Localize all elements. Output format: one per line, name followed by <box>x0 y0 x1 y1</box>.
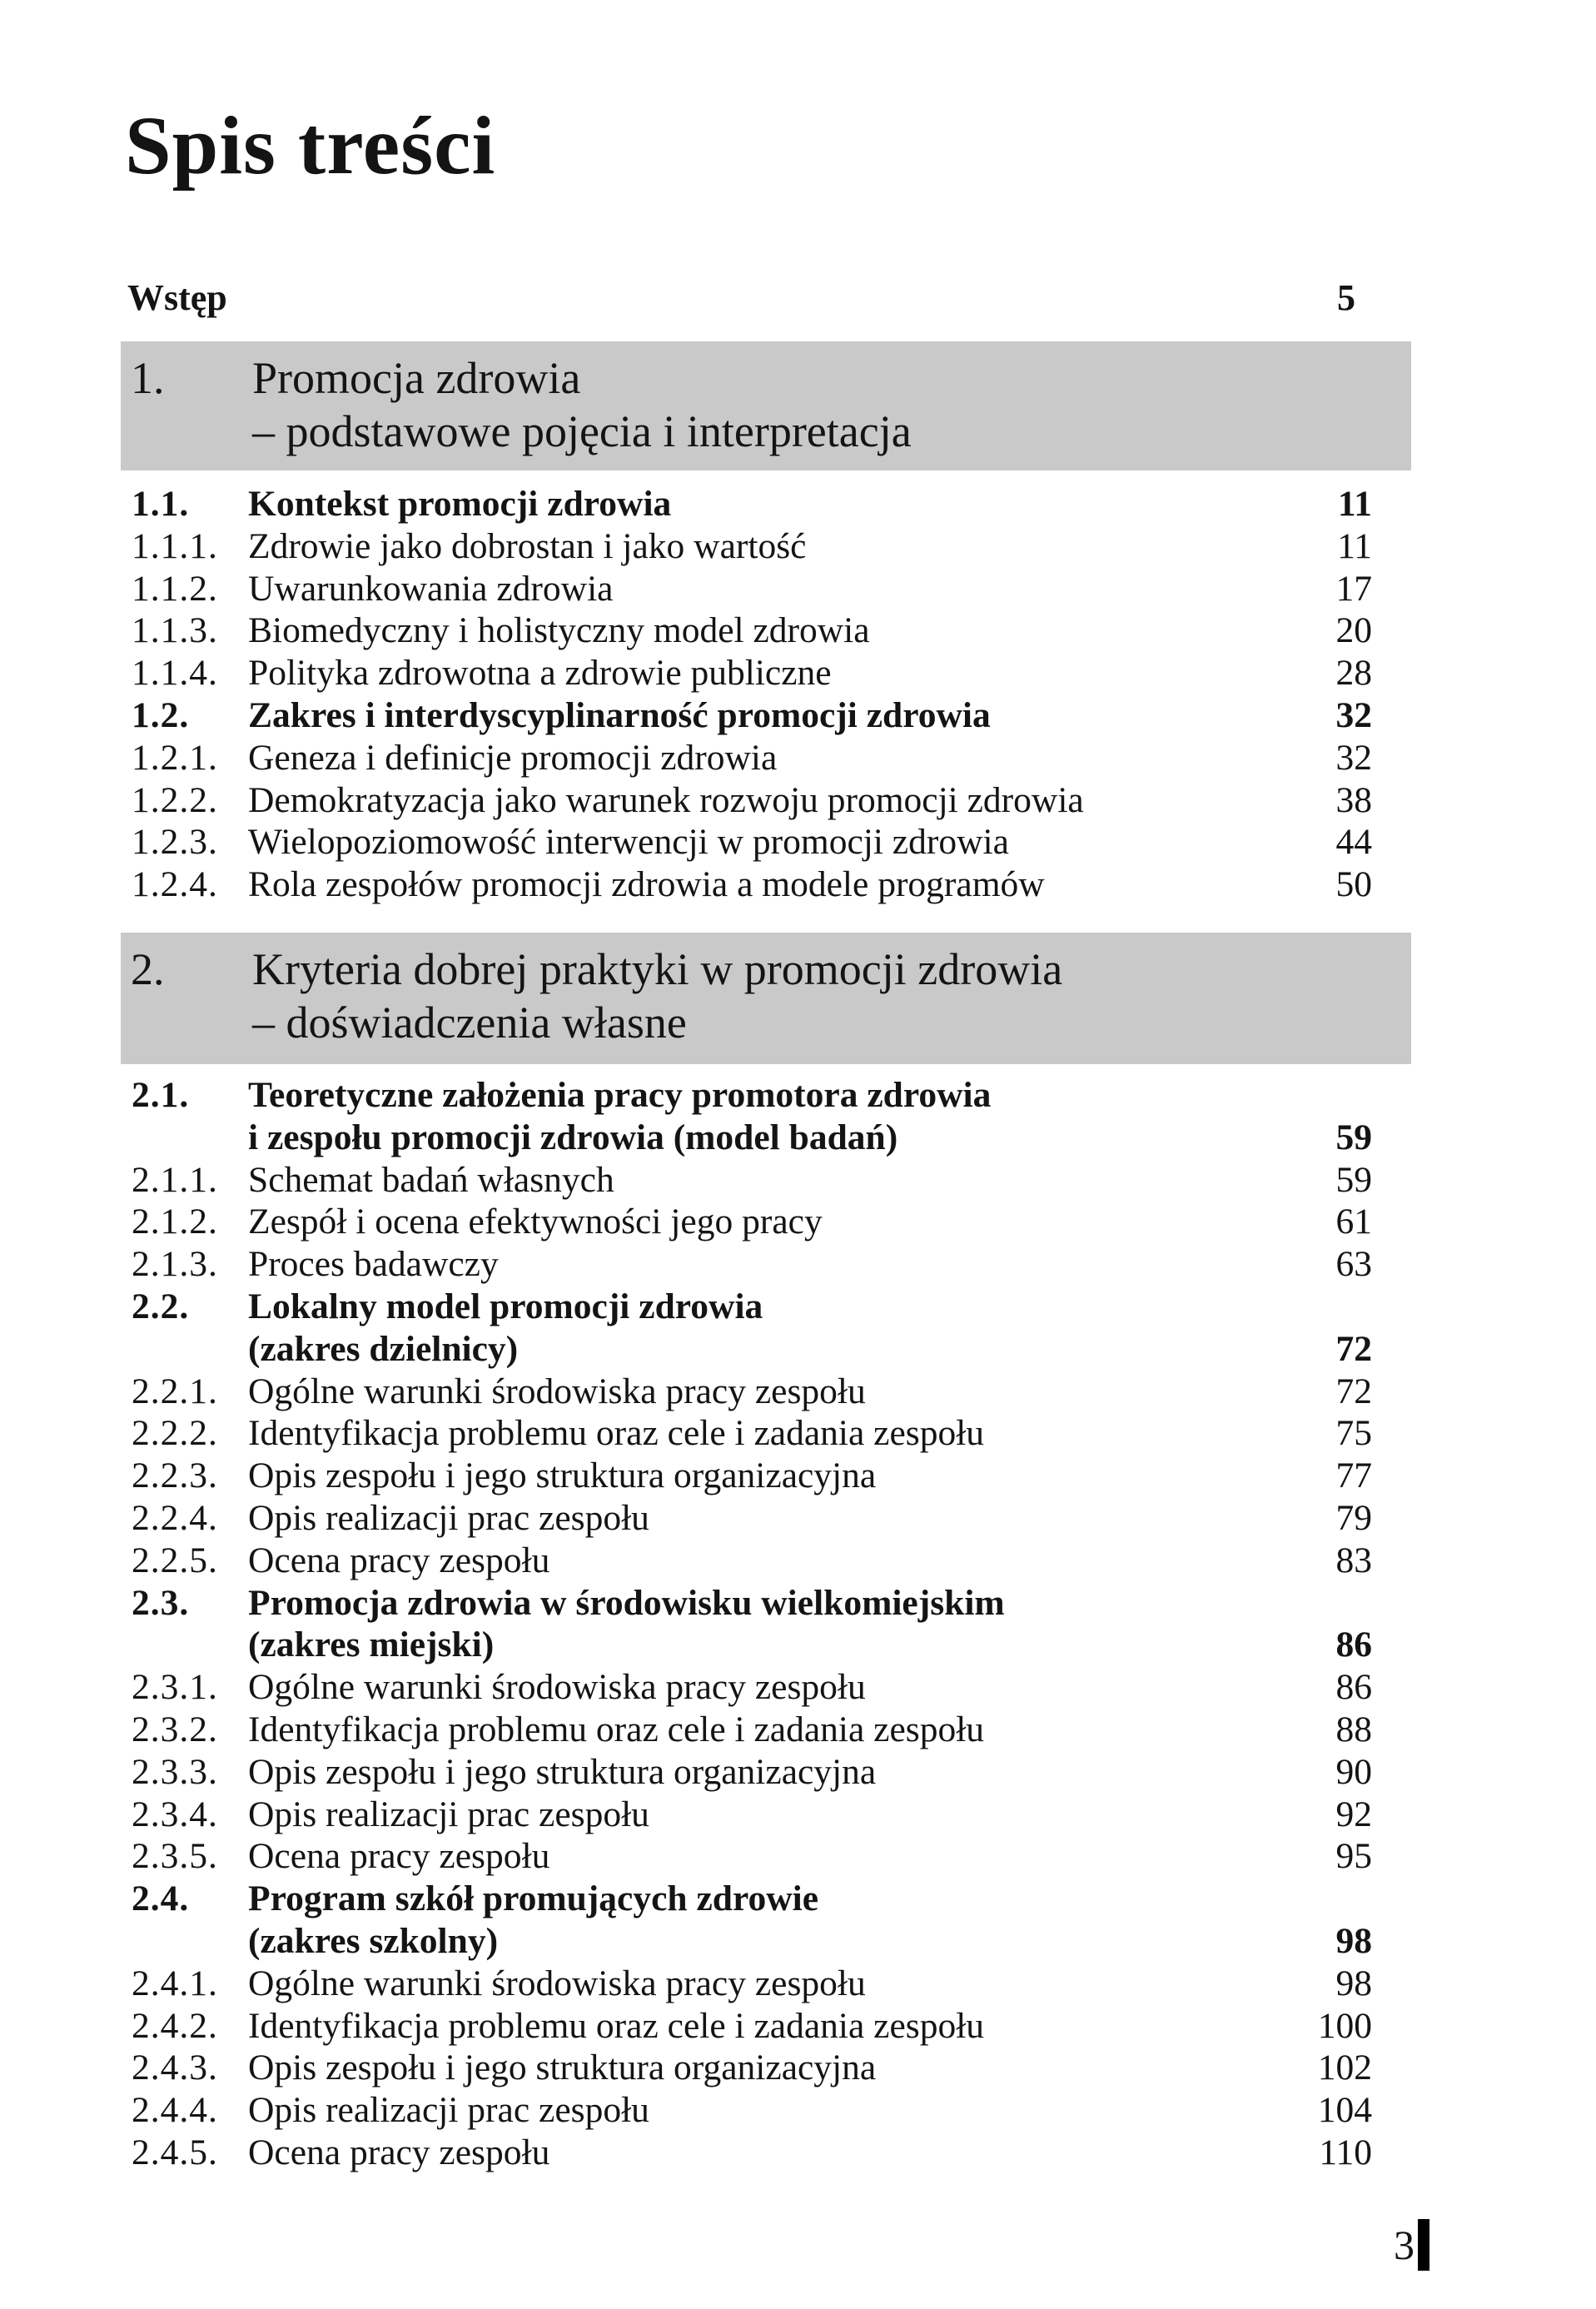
toc-page: 100 <box>1317 2005 1372 2046</box>
toc-row <box>132 1243 1372 1286</box>
toc-row <box>132 1074 1372 1159</box>
toc-num: 1.2.3. <box>132 822 218 863</box>
toc-page: 63 <box>1335 1244 1372 1285</box>
toc-page: 72 <box>1335 1328 1372 1369</box>
toc-num: 1.2.2. <box>132 779 218 820</box>
toc-row <box>132 568 1372 610</box>
toc-title: Teoretyczne założenia pracy promotora zdrowia <box>248 1075 992 1115</box>
toc-page: 86 <box>1335 1625 1372 1665</box>
toc-title: Opis realizacji prac zespołu <box>248 1497 649 1538</box>
toc-num: 2.3. <box>132 1582 190 1623</box>
toc-title: Opis zespołu i jego struktura organizacyjna <box>248 1456 877 1496</box>
toc-title-block <box>248 1286 1305 1371</box>
toc-page: 59 <box>1335 1117 1372 1157</box>
toc-page: 32 <box>1335 694 1372 735</box>
toc-page: 77 <box>1335 1456 1372 1496</box>
page-number: 3 <box>1394 2222 1415 2268</box>
toc-page: 20 <box>1335 610 1372 651</box>
toc-page: 92 <box>1335 1794 1372 1834</box>
page-title: Spis treści <box>125 99 496 192</box>
toc-title: Zespół i ocena efektywności jego pracy <box>248 1202 823 1242</box>
toc-row <box>132 1794 1372 1836</box>
toc-title: Ocena pracy zespołu <box>248 2132 550 2172</box>
toc-page: 72 <box>1335 1371 1372 1411</box>
toc-num: 1.1. <box>132 484 190 524</box>
toc-row <box>132 1709 1372 1751</box>
page-folio <box>1394 2219 1429 2271</box>
toc-title: Ogólne warunki środowiska pracy zespołu <box>248 1667 866 1708</box>
toc-page: 32 <box>1335 737 1372 778</box>
toc-row <box>132 2132 1372 2174</box>
toc-title-block <box>248 1074 1305 1159</box>
toc-title-block <box>248 1878 1305 1963</box>
toc-row <box>132 1159 1372 1202</box>
toc-row <box>132 1371 1372 1413</box>
toc-page: 11 <box>1337 484 1372 524</box>
toc-num: 2.1.2. <box>132 1202 218 1242</box>
toc-page: 11 <box>1337 525 1372 566</box>
toc-num: 1.1.2. <box>132 568 218 609</box>
toc-title: Ocena pracy zespołu <box>248 1540 550 1580</box>
toc-page: 95 <box>1335 1836 1372 1877</box>
toc-title: Uwarunkowania zdrowia <box>248 568 614 609</box>
toc-title: Identyfikacja problemu oraz cele i zadania zespołu <box>248 1709 985 1749</box>
toc-num: 2.4.2. <box>132 2005 218 2046</box>
toc-page: 59 <box>1335 1159 1372 1200</box>
toc-page: 104 <box>1317 2090 1372 2131</box>
toc-title: Geneza i definicje promocji zdrowia <box>248 737 778 778</box>
toc-row <box>132 694 1372 737</box>
toc-row <box>132 2047 1372 2089</box>
toc-num: 2.4.3. <box>132 2048 218 2088</box>
toc-page: 50 <box>1335 864 1372 905</box>
chapter-2-title-line1: Kryteria dobrej praktyki w promocji zdrowia <box>252 944 1063 994</box>
toc-page: 44 <box>1335 822 1372 863</box>
toc-page: 83 <box>1335 1540 1372 1580</box>
toc-num: 1.1.3. <box>132 610 218 651</box>
toc-page: 102 <box>1317 2048 1372 2088</box>
toc-row <box>132 1412 1372 1455</box>
toc-title: Opis realizacji prac zespołu <box>248 2090 649 2131</box>
toc-intro-row <box>127 273 1355 323</box>
toc-title-cont: i zespołu promocji zdrowia (model badań) <box>248 1117 898 1157</box>
toc-title: Biomedyczny i holistyczny model zdrowia <box>248 610 870 651</box>
toc-row <box>132 821 1372 863</box>
toc-page: 17 <box>1335 568 1372 609</box>
toc-title: Lokalny model promocji zdrowia <box>248 1286 763 1326</box>
toc-num: 2.3.2. <box>132 1709 218 1749</box>
toc-title: Program szkół promujących zdrowie <box>248 1879 819 1919</box>
chapter-2-title-line2: – doświadczenia własne <box>252 998 687 1048</box>
toc-title: Zdrowie jako dobrostan i jako wartość <box>248 525 807 566</box>
toc-title-cont: (zakres szkolny) <box>248 1920 499 1961</box>
toc-title: Ogólne warunki środowiska pracy zespołu <box>248 1963 866 2003</box>
toc-row <box>132 1455 1372 1497</box>
toc-page: 61 <box>1335 1202 1372 1242</box>
toc-num: 2.2.3. <box>132 1456 218 1496</box>
toc-page: 98 <box>1335 1920 1372 1961</box>
toc-title: Opis zespołu i jego struktura organizacyjna <box>248 1751 877 1792</box>
toc-num: 2.2.1. <box>132 1371 218 1411</box>
toc-num: 2.3.3. <box>132 1751 218 1792</box>
toc-title: Schemat badań własnych <box>248 1159 614 1200</box>
toc-intro-label: Wstęp <box>127 277 227 318</box>
toc-title: Proces badawczy <box>248 1244 499 1285</box>
toc-title: Zakres i interdyscyplinarność promocji zdrowia <box>248 694 991 735</box>
toc-title: Identyfikacja problemu oraz cele i zadania zespołu <box>248 1413 985 1454</box>
toc-num: 2.4.4. <box>132 2090 218 2131</box>
toc-num: 1.2.1. <box>132 737 218 778</box>
toc-num: 2.3.4. <box>132 1794 218 1834</box>
toc-title: Promocja zdrowia w środowisku wielkomiejskim <box>248 1582 1005 1623</box>
toc-row <box>132 863 1372 906</box>
toc-title-block <box>248 1582 1305 1667</box>
toc-title: Polityka zdrowotna a zdrowie publiczne <box>248 653 832 694</box>
toc-page: 79 <box>1335 1497 1372 1538</box>
toc-intro-page: 5 <box>1337 277 1355 318</box>
toc-page: 38 <box>1335 779 1372 820</box>
toc-num: 2.1.1. <box>132 1159 218 1200</box>
toc-row <box>132 1582 1372 1667</box>
toc-row <box>132 610 1372 652</box>
toc-title: Ogólne warunki środowiska pracy zespołu <box>248 1371 866 1411</box>
chapter-2-entries <box>132 1074 1372 2174</box>
chapter-1-number: 1. <box>131 353 165 403</box>
toc-title: Opis zespołu i jego struktura organizacyjna <box>248 2048 877 2088</box>
chapter-1-header <box>121 341 1411 470</box>
toc-num: 2.2. <box>132 1286 190 1326</box>
toc-page: 86 <box>1335 1667 1372 1708</box>
toc-row <box>132 1201 1372 1243</box>
toc-num: 2.3.5. <box>132 1836 218 1877</box>
toc-page: 90 <box>1335 1751 1372 1792</box>
toc-title-cont: (zakres dzielnicy) <box>248 1328 519 1369</box>
toc-num: 2.2.2. <box>132 1413 218 1454</box>
toc-row <box>132 652 1372 694</box>
toc-num: 2.2.4. <box>132 1497 218 1538</box>
toc-row <box>132 1835 1372 1878</box>
toc-title-cont: (zakres miejski) <box>248 1625 495 1665</box>
toc-num: 2.1. <box>132 1075 190 1115</box>
toc-page: 98 <box>1335 1963 1372 2003</box>
toc-row <box>132 1963 1372 2005</box>
toc-title: Identyfikacja problemu oraz cele i zadania zespołu <box>248 2005 985 2046</box>
toc-row <box>132 483 1372 525</box>
toc-num: 1.1.1. <box>132 525 218 566</box>
toc-num: 1.2.4. <box>132 864 218 905</box>
toc-title: Demokratyzacja jako warunek rozwoju promocji zdrowia <box>248 779 1084 820</box>
toc-num: 2.4. <box>132 1879 190 1919</box>
toc-row <box>132 1286 1372 1371</box>
toc-row <box>132 779 1372 822</box>
toc-num: 1.1.4. <box>132 653 218 694</box>
toc-title: Ocena pracy zespołu <box>248 1836 550 1877</box>
toc-row <box>132 1497 1372 1540</box>
toc-page: 28 <box>1335 653 1372 694</box>
toc-title: Opis realizacji prac zespołu <box>248 1794 649 1834</box>
toc-title: Wielopoziomowość interwencji w promocji zdrowia <box>248 822 1009 863</box>
toc-title: Rola zespołów promocji zdrowia a modele programów <box>248 864 1045 905</box>
toc-row <box>132 525 1372 568</box>
toc-row <box>132 737 1372 779</box>
toc-title: Kontekst promocji zdrowia <box>248 484 672 524</box>
toc-row <box>132 2005 1372 2048</box>
toc-num: 1.2. <box>132 694 190 735</box>
toc-row <box>132 1751 1372 1794</box>
chapter-2-header <box>121 933 1411 1064</box>
toc-row <box>132 1878 1372 1963</box>
toc-num: 2.4.5. <box>132 2132 218 2172</box>
chapter-1-entries <box>132 483 1372 906</box>
toc-num: 2.4.1. <box>132 1963 218 2003</box>
toc-page: 88 <box>1335 1709 1372 1749</box>
toc-page: 110 <box>1319 2132 1372 2172</box>
folio-bar <box>1418 2219 1429 2271</box>
chapter-1-title-line1: Promocja zdrowia <box>252 353 581 403</box>
toc-num: 2.3.1. <box>132 1667 218 1708</box>
toc-row <box>132 1540 1372 1582</box>
chapter-1-title-line2: – podstawowe pojęcia i interpretacja <box>252 406 912 456</box>
toc-num: 2.1.3. <box>132 1244 218 1285</box>
toc-row <box>132 1666 1372 1709</box>
toc-page: 75 <box>1335 1413 1372 1454</box>
toc-row <box>132 2089 1372 2132</box>
toc-num: 2.2.5. <box>132 1540 218 1580</box>
chapter-2-number: 2. <box>131 944 165 994</box>
